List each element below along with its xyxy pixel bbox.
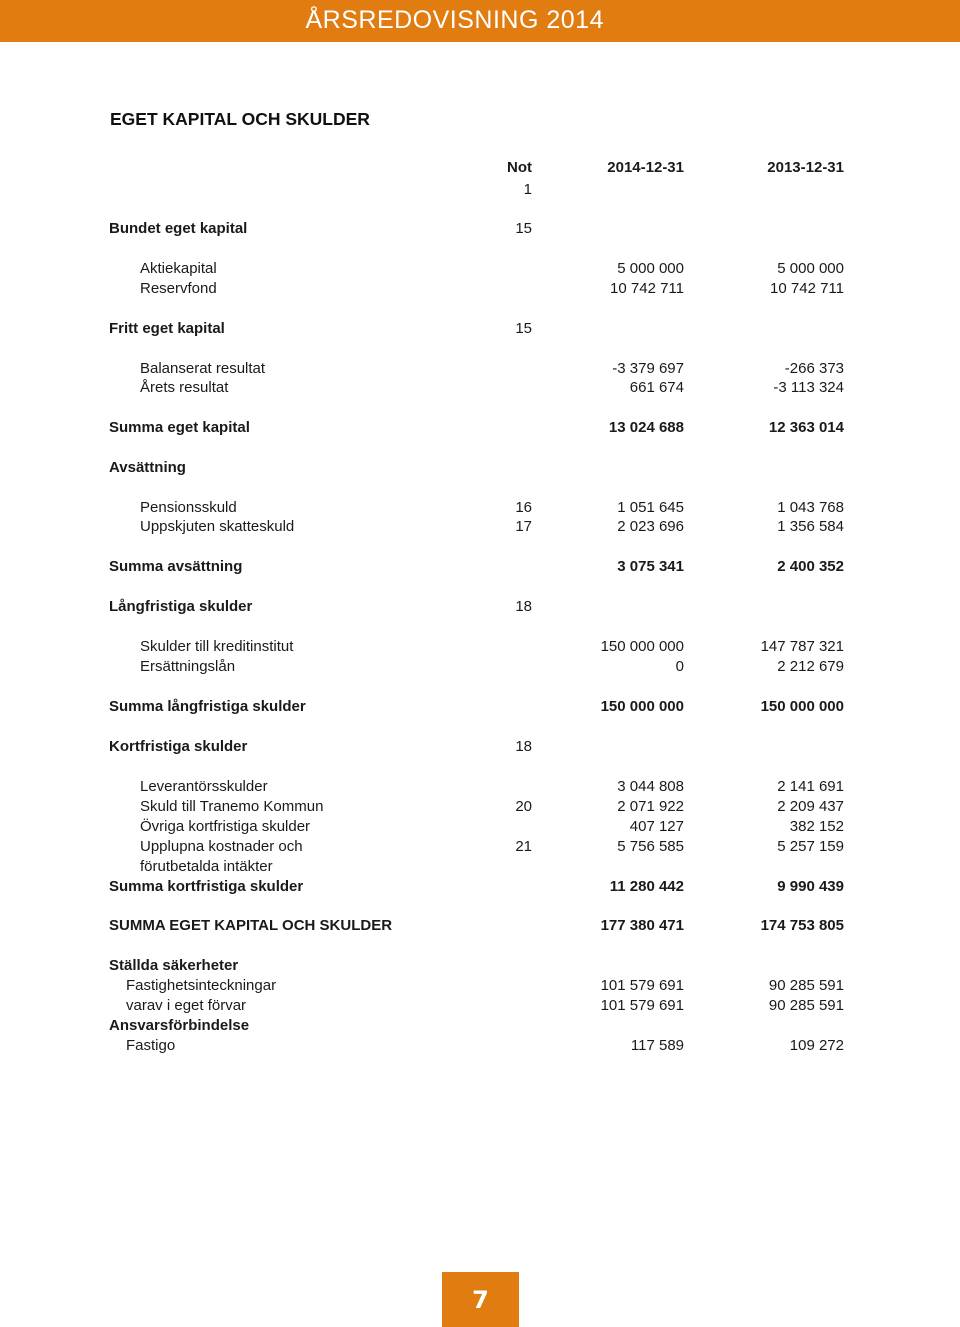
row-value-2014: 5 756 585 bbox=[617, 838, 684, 855]
section-row bbox=[0, 458, 960, 478]
row-label: Skuld till Tranemo Kommun bbox=[140, 798, 324, 815]
row-note: 15 bbox=[515, 320, 532, 337]
page-number: 7 bbox=[442, 1272, 519, 1327]
table-row bbox=[0, 657, 960, 677]
row-label: Skulder till kreditinstitut bbox=[140, 638, 294, 655]
row-value-2014: 2 071 922 bbox=[617, 798, 684, 815]
row-value-2014: 150 000 000 bbox=[600, 638, 684, 655]
row-value-2013: 2 209 437 bbox=[777, 798, 844, 815]
row-label: Fastigo bbox=[126, 1037, 176, 1054]
row-label: Årets resultat bbox=[140, 379, 229, 396]
row-label: Avsättning bbox=[109, 459, 186, 476]
row-value-2014: 0 bbox=[675, 658, 684, 675]
row-value-2013: -3 113 324 bbox=[773, 379, 844, 396]
row-value-2013: 382 152 bbox=[789, 818, 844, 835]
row-label: Summa kortfristiga skulder bbox=[109, 878, 304, 895]
section-row bbox=[0, 319, 960, 339]
row-label: Balanserat resultat bbox=[140, 360, 266, 377]
report-title: ÅRSREDOVISNING 2014 bbox=[305, 6, 604, 34]
row-value-2014: 407 127 bbox=[629, 818, 684, 835]
row-label: Fastighetsinteckningar bbox=[126, 977, 277, 994]
row-value-2014: 177 380 471 bbox=[600, 917, 684, 934]
section-row bbox=[0, 1016, 960, 1036]
row-value-2013: 90 285 591 bbox=[768, 977, 844, 994]
header-bar bbox=[0, 0, 960, 42]
row-value-2013: 1 356 584 bbox=[777, 518, 844, 535]
table-row bbox=[0, 359, 960, 379]
table-row bbox=[0, 259, 960, 279]
row-value-2013: 147 787 321 bbox=[760, 638, 844, 655]
row-label: Långfristiga skulder bbox=[109, 598, 253, 615]
row-value-2014: 3 075 341 bbox=[617, 558, 684, 575]
row-note: 17 bbox=[515, 518, 532, 535]
table-row bbox=[0, 797, 960, 817]
column-header-row-2 bbox=[0, 180, 960, 200]
table-row bbox=[0, 517, 960, 537]
total-row bbox=[0, 916, 960, 936]
table-row bbox=[0, 279, 960, 299]
row-value-2013: 5 000 000 bbox=[777, 260, 844, 277]
summary-row bbox=[0, 557, 960, 577]
summary-row bbox=[0, 418, 960, 438]
row-value-2014: -3 379 697 bbox=[612, 360, 684, 377]
note-column-header-number: 1 bbox=[523, 181, 532, 198]
row-label: Fritt eget kapital bbox=[109, 320, 225, 337]
section-row bbox=[0, 597, 960, 617]
row-value-2013: 5 257 159 bbox=[777, 838, 844, 855]
row-value-2013: 12 363 014 bbox=[768, 419, 844, 436]
section-row bbox=[0, 219, 960, 239]
row-label: Ersättningslån bbox=[140, 658, 236, 675]
row-value-2014: 117 589 bbox=[630, 1037, 684, 1054]
table-row bbox=[0, 996, 960, 1016]
row-value-2013: -266 373 bbox=[784, 360, 844, 377]
row-value-2014: 1 051 645 bbox=[617, 499, 684, 516]
row-value-2014: 13 024 688 bbox=[608, 419, 684, 436]
row-value-2014: 2 023 696 bbox=[617, 518, 684, 535]
row-label: Summa avsättning bbox=[109, 558, 243, 575]
row-value-2013: 1 043 768 bbox=[777, 499, 844, 516]
row-note: 16 bbox=[515, 499, 532, 516]
row-value-2013: 174 753 805 bbox=[760, 917, 844, 934]
row-label: Bundet eget kapital bbox=[109, 220, 248, 237]
row-value-2013: 9 990 439 bbox=[777, 878, 844, 895]
column-2014-header: 2014-12-31 bbox=[607, 159, 684, 176]
row-value-2014: 3 044 808 bbox=[617, 778, 684, 795]
row-note: 21 bbox=[515, 838, 532, 855]
table-row bbox=[0, 837, 960, 857]
row-note: 15 bbox=[515, 220, 532, 237]
row-label: Uppskjuten skatteskuld bbox=[140, 518, 295, 535]
table-row bbox=[0, 498, 960, 518]
row-note: 20 bbox=[515, 798, 532, 815]
row-value-2014: 661 674 bbox=[629, 379, 684, 396]
table-row bbox=[0, 777, 960, 797]
row-value-2013: 150 000 000 bbox=[760, 698, 844, 715]
row-label: Summa eget kapital bbox=[109, 419, 250, 436]
row-label: Leverantörsskulder bbox=[140, 778, 268, 795]
row-label: varav i eget förvar bbox=[126, 997, 247, 1014]
section-row bbox=[0, 737, 960, 757]
note-column-header: Not bbox=[507, 159, 532, 176]
row-label: Pensionsskuld bbox=[140, 499, 237, 516]
table-row bbox=[0, 637, 960, 657]
page-heading: EGET KAPITAL OCH SKULDER bbox=[110, 109, 370, 129]
table-row bbox=[0, 378, 960, 398]
row-label: Reservfond bbox=[140, 280, 217, 297]
row-label: förutbetalda intäkter bbox=[140, 858, 273, 875]
row-label: Kortfristiga skulder bbox=[109, 738, 248, 755]
row-label: Upplupna kostnader och bbox=[140, 838, 303, 855]
row-value-2014: 101 579 691 bbox=[600, 997, 684, 1014]
section-row bbox=[0, 956, 960, 976]
row-label: SUMMA EGET KAPITAL OCH SKULDER bbox=[109, 917, 393, 934]
row-value-2013: 90 285 591 bbox=[768, 997, 844, 1014]
row-label: Aktiekapital bbox=[140, 260, 217, 277]
row-value-2013: 2 400 352 bbox=[777, 558, 844, 575]
row-label: Övriga kortfristiga skulder bbox=[140, 818, 311, 835]
column-2013-header: 2013-12-31 bbox=[767, 159, 844, 176]
row-value-2013: 10 742 711 bbox=[770, 280, 844, 297]
row-value-2013: 109 272 bbox=[789, 1037, 844, 1054]
row-label: Ansvarsförbindelse bbox=[109, 1017, 250, 1034]
row-value-2014: 10 742 711 bbox=[610, 280, 684, 297]
table-row bbox=[0, 817, 960, 837]
row-value-2014: 5 000 000 bbox=[617, 260, 684, 277]
row-value-2014: 150 000 000 bbox=[600, 698, 684, 715]
summary-row bbox=[0, 697, 960, 717]
row-value-2013: 2 212 679 bbox=[777, 658, 844, 675]
row-note: 18 bbox=[515, 738, 532, 755]
summary-row bbox=[0, 877, 960, 897]
table-row bbox=[0, 976, 960, 996]
row-note: 18 bbox=[515, 598, 532, 615]
table-row-continuation bbox=[0, 857, 960, 877]
row-label: Summa långfristiga skulder bbox=[109, 698, 306, 715]
row-value-2014: 101 579 691 bbox=[600, 977, 684, 994]
row-value-2014: 11 280 442 bbox=[609, 878, 684, 895]
column-header-row bbox=[0, 158, 960, 178]
row-value-2013: 2 141 691 bbox=[777, 778, 844, 795]
table-row bbox=[0, 1036, 960, 1056]
row-label: Ställda säkerheter bbox=[109, 957, 239, 974]
